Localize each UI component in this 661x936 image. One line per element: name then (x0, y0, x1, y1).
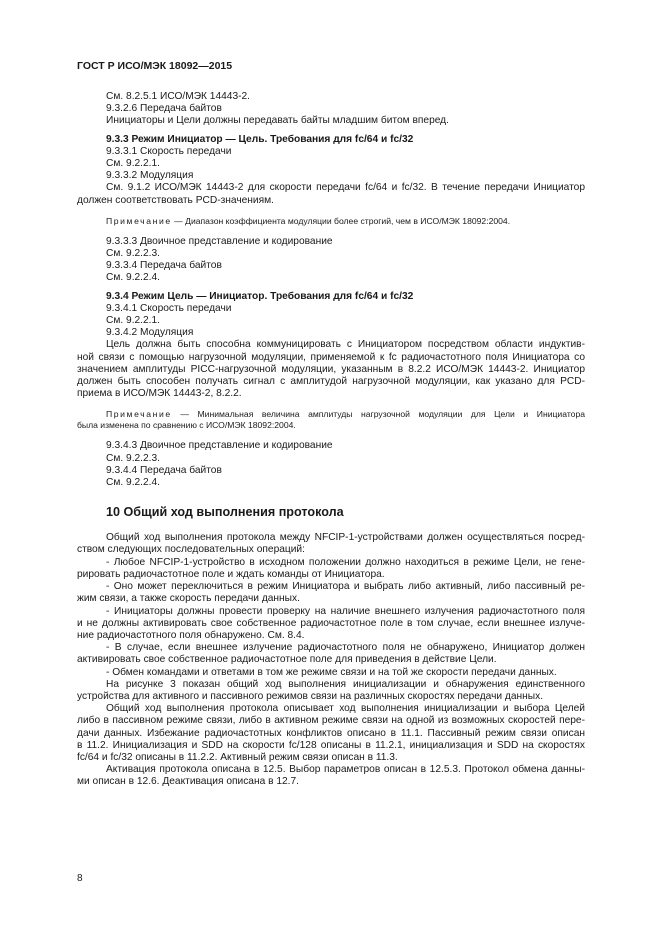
text-line: См. 9.2.2.1. (106, 158, 161, 170)
text-line: в 11.2. Инициализация и SDD на скорости fc/128 описаны в 11.2.1, инициализация и SDD на скоростях (77, 739, 585, 751)
text-line: Общий ход выполнения протокола между NFCIP-1-устройствами должен осуществляться посред- (106, 532, 585, 544)
page-body (77, 91, 585, 789)
text-line: и не должны активировать свое собственное радиочастотное поле в том случае, если внешнее излуче- (77, 617, 585, 629)
text-line: - Инициаторы должны провести проверку на наличие внешнего излучения радиочастотного поля (106, 605, 585, 617)
text-line: активировать свое собственное радиочастотное поле для приведения в действие Цели. (77, 654, 497, 666)
spacer (77, 431, 585, 440)
note-line: была изменена по сравнению с ИСО/МЭК 18092:2004. (77, 420, 296, 431)
text-line: устройства для активного и пассивного режимов связи на различных скоростях передачи данных. (77, 690, 544, 702)
text-line: ной связи с помощью нагрузочной модуляции, применяемой к fc радиочастотного поля Инициатора со (77, 351, 585, 363)
text-line: - Любое NFCIP-1-устройство в исходном положении должно находиться в режиме Цели, не гене- (106, 556, 585, 568)
subsection-heading: 9.3.4 Режим Цель — Инициатор. Требования для fc/64 и fc/32 (106, 290, 414, 302)
text-line: - Обмен командами и ответами в том же режиме связи и на той же скорости передачи данных. (106, 666, 557, 678)
text-line: Общий ход выполнения протокола описывает ход выполнения инициализации и выбора Целей (106, 703, 585, 715)
text-line: На рисунке 3 показан общий ход выполнения инициализации и обнаружения единственного (106, 678, 585, 690)
text-line: - Оно может переключиться в режим Инициатора и выбрать либо активный, либо пассивный ре- (106, 581, 585, 593)
note-line: Примечание — Диапазон коэффициента модуляции более строгий, чем в ИСО/МЭК 18092:2004. (106, 215, 511, 226)
text-line: См. 9.2.2.4. (106, 477, 161, 489)
text-line: fc/64 и fc/32 описаны в 11.2.2. Активный режим связи описан в 11.3. (77, 751, 398, 763)
text-line: приема в ИСО/МЭК 14443-2, 8.2.2. (77, 388, 242, 400)
subsection-heading: 9.3.3 Режим Инициатор — Цель. Требования для fc/64 и fc/32 (106, 133, 414, 145)
text-line: 9.3.3.3 Двоичное представление и кодирование (106, 235, 333, 247)
text-line: 9.3.4.2 Модуляция (106, 327, 194, 339)
text-line: См. 9.2.2.3. (106, 248, 161, 260)
spacer (77, 207, 585, 216)
text-line: Активация протокола описана в 12.5. Выбор параметров описан в 12.5.3. Протокол обмена данны- (106, 764, 585, 776)
spacer (77, 400, 585, 409)
text-line: См. 9.2.2.4. (106, 272, 161, 284)
text-line: 9.3.3.1 Скорость передачи (106, 145, 232, 157)
text-line: ми описан в 12.6. Деактивация описана в 12.7. (77, 776, 299, 788)
section-heading: 10 Общий ход выполнения протокола (106, 505, 344, 520)
text-line: 9.3.3.2 Модуляция (106, 170, 194, 182)
text-line: значением амплитуды PICC-нагрузочной модуляции, указанным в 8.2.2 ИСО/МЭК 14443-2. Инициатор (77, 363, 585, 375)
page-header: ГОСТ Р ИСО/МЭК 18092—2015 (77, 60, 233, 72)
text-line: должен быть способен получать сигнал с амплитудой нагрузочной модуляции, как указано для PCD- (77, 376, 585, 388)
note-line: Примечание — Минимальная величина амплитуды нагрузочной модуляции для Цели и Инициатора (106, 409, 585, 420)
text-line: должен соответствовать PCD-значениям. (77, 194, 274, 206)
text-line: 9.3.4.4 Передача байтов (106, 464, 222, 476)
spacer (77, 227, 585, 236)
text-line: либо в пассивном режиме связи, либо в активном режиме связи на одной из возможных скоростей пере- (77, 715, 585, 727)
text-line: См. 9.2.2.1. (106, 315, 161, 327)
text-line: 9.3.4.1 Скорость передачи (106, 302, 232, 314)
text-line: 9.3.4.3 Двоичное представление и кодирование (106, 440, 333, 452)
page-number: 8 (77, 873, 83, 884)
text-line: рировать радиочастотное поле и ждать команды от Инициатора. (77, 568, 385, 580)
text-line: дачи данных. Избежание радиочастотных конфликтов описано в 11.1. Пассивный режим связи описан (77, 727, 585, 739)
text-line: См. 9.2.2.3. (106, 452, 161, 464)
text-line: - В случае, если внешнее излучение радиочастотного поля не обнаружено, Инициатор должен (106, 642, 585, 654)
text-line: Инициаторы и Цели должны передавать байты младшим битом вперед. (106, 115, 449, 127)
text-line: Цель должна быть способна коммуницировать с Инициатором посредством области индуктив- (106, 339, 585, 351)
text-line: жим связи, а также скорость передачи данных. (77, 593, 300, 605)
text-line: ством следующих последовательных операций: (77, 544, 305, 556)
text-line: См. 9.1.2 ИСО/МЭК 14443-2 для скорости передачи fc/64 и fc/32. В течение передачи Инициатор (106, 182, 585, 194)
text-line: 9.3.2.6 Передача байтов (106, 103, 222, 115)
text-line: См. 8.2.5.1 ИСО/МЭК 14443-2. (106, 91, 251, 102)
text-line: 9.3.3.4 Передача байтов (106, 260, 222, 272)
text-line: ние радиочастотного поля обнаружено. См. 8.4. (77, 629, 305, 641)
